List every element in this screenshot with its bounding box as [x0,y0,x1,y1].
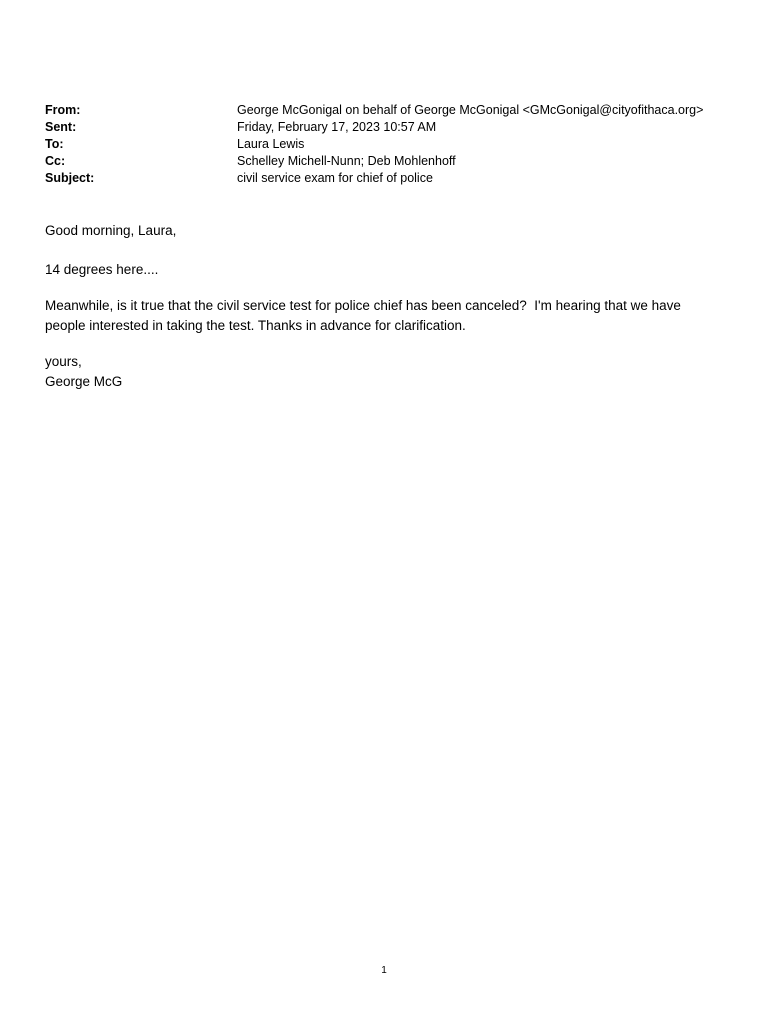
cc-value: Schelley Michell-Nunn; Deb Mohlenhoff [237,154,456,168]
subject-value: civil service exam for chief of police [237,171,433,185]
main-paragraph [45,296,725,336]
main-paragraph-line-2: people interested in taking the test. Thanks in advance for clarification. [45,318,466,333]
page-number: 1 [381,965,387,976]
sent-label: Sent: [45,120,77,134]
cc-label: Cc: [45,154,66,168]
header-row-to [45,136,735,153]
sent-value: Friday, February 17, 2023 10:57 AM [237,120,437,134]
to-label: To: [45,137,64,151]
email-header [45,102,735,187]
closing-line: yours, [45,354,82,369]
to-value: Laura Lewis [237,137,305,151]
weather-line: 14 degrees here.... [45,262,159,277]
header-row-cc [45,153,735,170]
header-row-subject [45,170,735,187]
greeting-line: Good morning, Laura, [45,223,177,238]
from-value: George McGonigal on behalf of George McGonigal <GMcGonigal@cityofithaca.org> [237,103,704,117]
header-row-sent [45,119,735,136]
header-row-from [45,102,735,119]
from-label: From: [45,103,81,117]
main-paragraph-line-1: Meanwhile, is it true that the civil service test for police chief has been canceled? I'm hearing that we have [45,298,681,313]
email-body [45,221,725,392]
signature-name: George McG [45,374,123,389]
subject-label: Subject: [45,171,95,185]
signature-block [45,352,725,392]
